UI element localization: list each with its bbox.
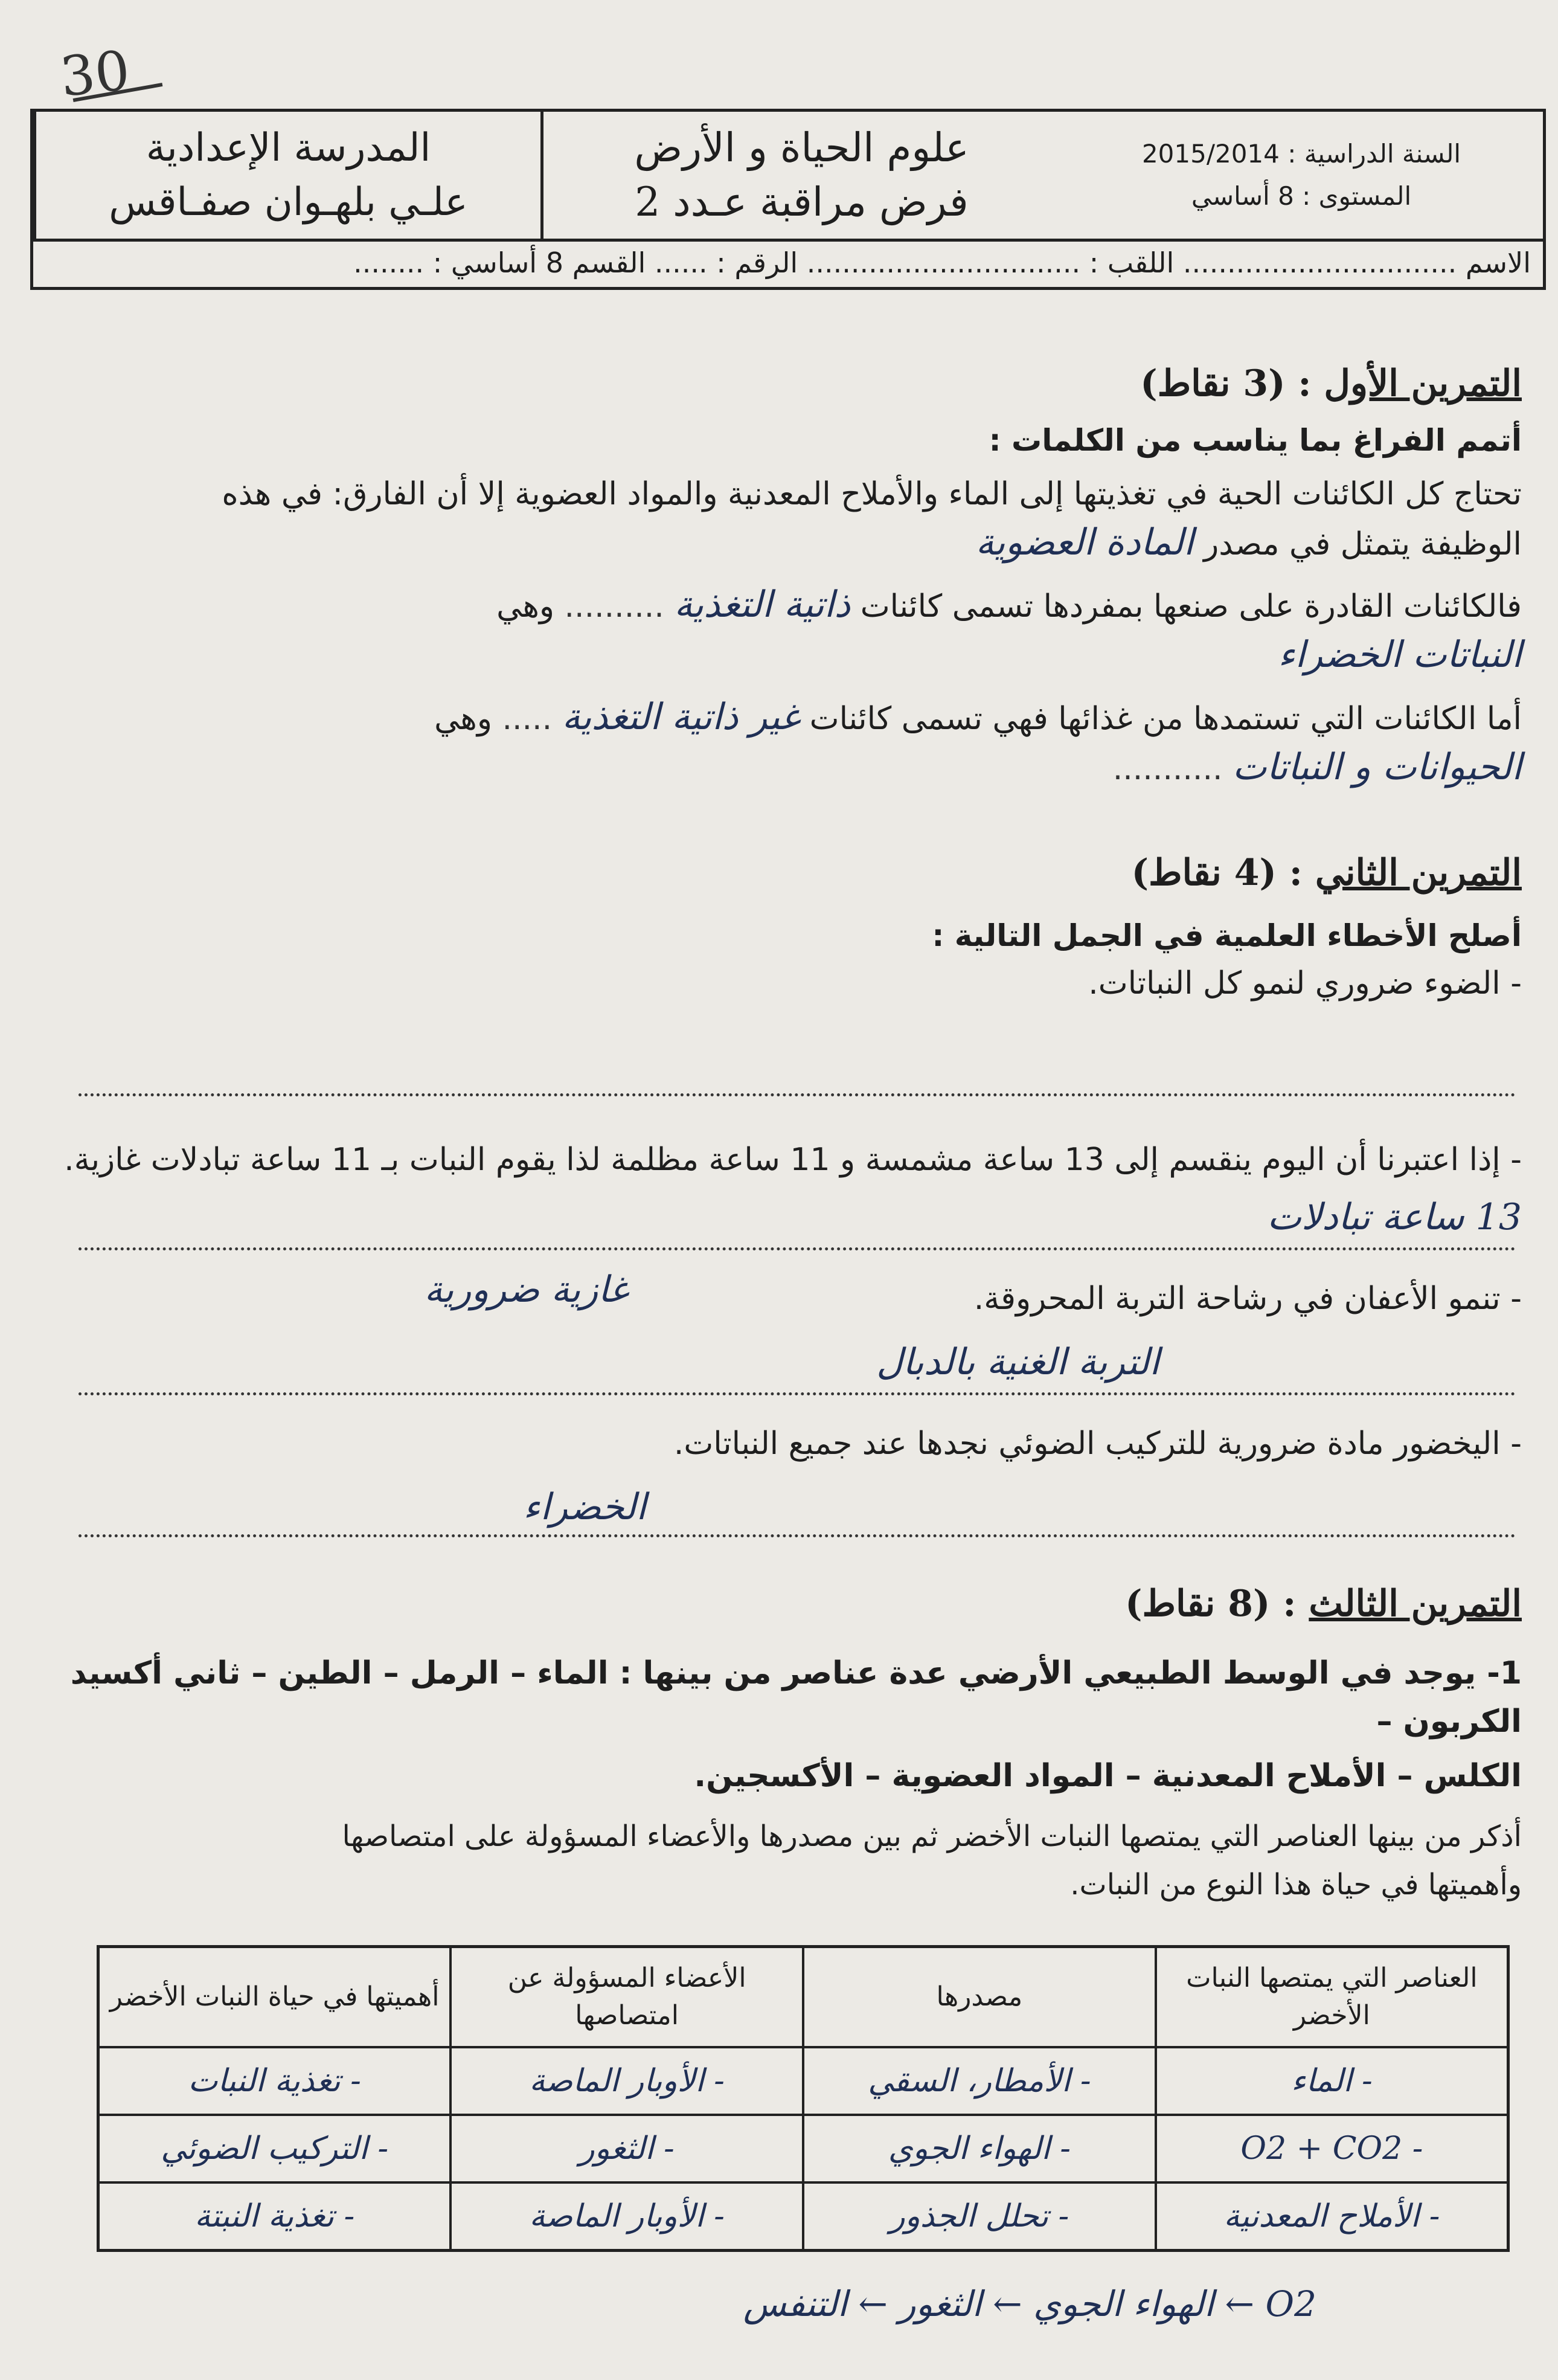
- answer-2-line2: غازية ضرورية: [424, 1269, 628, 1311]
- exercise-2-sentence-4: - اليخضور مادة ضرورية للتركيب الضوئي نجدها عند جميع النباتات.: [673, 1426, 1522, 1462]
- exercise-1-line1: تحتاج كل الكائنات الحية في تغذيتها إلى الماء والأملاح المعدنية والمواد العضوية إلا أن الفارق: في هذه: [222, 476, 1522, 512]
- answer-line-4: [79, 1534, 1516, 1537]
- table-cell: [98, 2182, 451, 2251]
- fill-dots: ...........: [1112, 751, 1223, 787]
- absorption-table: [97, 1945, 1510, 2252]
- table-row: [98, 2182, 1508, 2251]
- grade-level: المستوى : 8 أساسي: [1191, 181, 1412, 211]
- exercise-3-name: التمرين الثالث: [1309, 1583, 1522, 1625]
- exam-header: [30, 109, 1546, 290]
- fill-dots: ..........: [564, 588, 664, 625]
- table-header: مصدرها: [803, 1947, 1156, 2048]
- exercise-3-q1-line3: أذكر من بينها العناصر التي يمتصها النبات الأخضر ثم بين مصدرها والأعضاء المسؤولة على امتصاصها: [342, 1819, 1522, 1853]
- exercise-3-title: [36, 1583, 1522, 1625]
- exercise-1-line4-suffix: وهي: [434, 701, 492, 737]
- exercise-1-plants-line: [36, 631, 1522, 681]
- exercise-1-line4-prefix: أما الكائنات التي تستمدها من غذائها فهي تسمى كائنات: [809, 701, 1522, 737]
- year-cell: [1060, 112, 1543, 239]
- school-cell: [33, 112, 540, 239]
- exercise-2-points: : (4 نقاط): [1131, 852, 1303, 894]
- subject-cell: [540, 112, 1060, 239]
- answer-source: المادة العضوية: [975, 521, 1194, 564]
- table-header: العناصر التي يمتصها النبات الأخضر: [1156, 1947, 1508, 2048]
- cell-text: - الثغور: [579, 2131, 675, 2167]
- cell-text: - الأمطار، السقي: [868, 2063, 1091, 2099]
- exercise-2-answer-4: [36, 1486, 1522, 1528]
- exercise-2-sentence-1: - الضوء ضروري لنمو كل النباتات.: [1088, 965, 1522, 1002]
- cell-text: - تحلل الجذور: [890, 2198, 1069, 2234]
- table-cell: [450, 2047, 803, 2115]
- exercise-1-line3-prefix: فالكائنات القادرة على صنعها بمفردها تسمى كائنات: [860, 588, 1522, 625]
- cell-text: - الهواء الجوي: [888, 2131, 1071, 2167]
- header-top-row: [33, 112, 1543, 242]
- cell-text: - تغذية النبات: [188, 2063, 361, 2099]
- exercise-2-instruction: أصلح الأخطاء العلمية في الجمل التالية :: [932, 918, 1522, 953]
- exercise-3-q1-line1: 1- يوجد في الوسط الطبيعي الأرضي عدة عناصر من بينها : الماء – الرمل – الطين – ثاني أكسيد الكربون –: [70, 1655, 1522, 1740]
- footer-handwritten-note: O2 ← الهواء الجوي ← الثغور ← التنفس: [743, 2283, 1316, 2324]
- exercise-1-line3: [36, 581, 1522, 631]
- fill-dots: .....: [502, 701, 553, 737]
- answer-line-3: [79, 1392, 1516, 1395]
- exercise-3-q1-line4: وأهميتها في حياة هذا النوع من النبات.: [1070, 1868, 1522, 1902]
- exam-title: فرض مراقبة عـدد 2: [635, 179, 969, 225]
- cell-text: - الماء: [1291, 2063, 1373, 2099]
- subject-title: علوم الحياة و الأرض: [634, 124, 969, 171]
- table-header: الأعضاء المسؤولة عن امتصاصها: [450, 1947, 803, 2048]
- table-header: أهميتها في حياة النبات الأخضر: [98, 1947, 451, 2048]
- table-cell: [450, 2115, 803, 2182]
- table-cell: [803, 2182, 1156, 2251]
- exercise-1: [36, 362, 1522, 793]
- corner-mark: 30: [57, 39, 133, 109]
- exercise-1-line2: [36, 518, 1522, 568]
- student-info-row: [33, 239, 1543, 287]
- student-info-fields: الاسم ............................... اللقب : ............................... الرقم : ...... القسم 8 أساسي : ........: [353, 246, 1531, 279]
- exercise-1-instruction: أتمم الفراغ بما يناسب من الكلمات :: [989, 423, 1522, 458]
- answer-4: الخضراء: [523, 1486, 646, 1528]
- exercise-3: [36, 1583, 1522, 1909]
- answer-examples: الحيوانات و النباتات: [1233, 746, 1522, 788]
- cell-text: - O2 + CO2: [1240, 2131, 1423, 2167]
- table-cell: [1156, 2047, 1508, 2115]
- table-cell: [803, 2115, 1156, 2182]
- exercise-2-sentence-2: - إذا اعتبرنا أن اليوم ينقسم إلى 13 ساعة مشمسة و 11 ساعة مظلمة لذا يقوم النبات بـ 11 ساعة تبادلات غازية.: [64, 1142, 1522, 1178]
- cell-text: - الأوبار الماصة: [529, 2063, 725, 2099]
- exercise-2-title: [36, 852, 1522, 894]
- exercise-2-name: التمرين الثاني: [1315, 852, 1522, 894]
- table-header-row: [98, 1947, 1508, 2048]
- exercise-3-q1-line2: الكلس – الأملاح المعدنية – المواد العضوية – الأكسجين.: [694, 1758, 1522, 1794]
- answer-autotroph: ذاتية التغذية: [674, 584, 851, 626]
- exercise-1-title: [36, 362, 1522, 405]
- exercise-1-examples-line: [36, 743, 1522, 793]
- answer-3: التربة الغنية بالدبال: [876, 1341, 1159, 1383]
- exercise-3-points: : (8 نقاط): [1125, 1583, 1297, 1625]
- answer-2-line1: 13 ساعة تبادلات: [1267, 1196, 1522, 1238]
- exercise-2-answer-2: [36, 1196, 1522, 1238]
- school-name-line1: المدرسة الإعدادية: [146, 126, 431, 170]
- answer-line-2: [79, 1247, 1516, 1250]
- exercise-1-line2-prefix: الوظيفة يتمثل في مصدر: [1204, 526, 1522, 562]
- exercise-1-name: التمرين الأول: [1324, 362, 1522, 405]
- answer-line-1: [79, 1093, 1516, 1096]
- answer-heterotroph: غير ذاتية التغذية: [562, 696, 800, 738]
- cell-text: - الأملاح المعدنية: [1223, 2198, 1440, 2234]
- school-name-line2: علـي بلهـوان صفـاقس: [109, 180, 468, 225]
- exercise-1-line4: [36, 693, 1522, 743]
- cell-text: - الأوبار الماصة: [529, 2198, 725, 2234]
- exercise-2-sentence-3: - تنمو الأعفان في رشاحة التربة المحروقة.: [973, 1281, 1522, 1317]
- exercise-2-answer-3: [36, 1341, 1522, 1383]
- table-cell: [1156, 2115, 1508, 2182]
- table-cell: [1156, 2182, 1508, 2251]
- table-row: [98, 2047, 1508, 2115]
- exercise-1-points: : (3 نقاط): [1140, 362, 1312, 405]
- exercise-2: [36, 852, 1522, 1008]
- school-year: السنة الدراسية : 2015/2014: [1141, 139, 1461, 169]
- table-cell: [450, 2182, 803, 2251]
- table-cell: [803, 2047, 1156, 2115]
- table-cell: [98, 2115, 451, 2182]
- table-cell: [98, 2047, 451, 2115]
- answer-plants: النباتات الخضراء: [1278, 634, 1522, 676]
- table-row: [98, 2115, 1508, 2182]
- cell-text: - التركيب الضوئي: [161, 2131, 389, 2167]
- exercise-1-line3-suffix: وهي: [496, 588, 554, 625]
- cell-text: - تغذية النبتة: [194, 2198, 355, 2234]
